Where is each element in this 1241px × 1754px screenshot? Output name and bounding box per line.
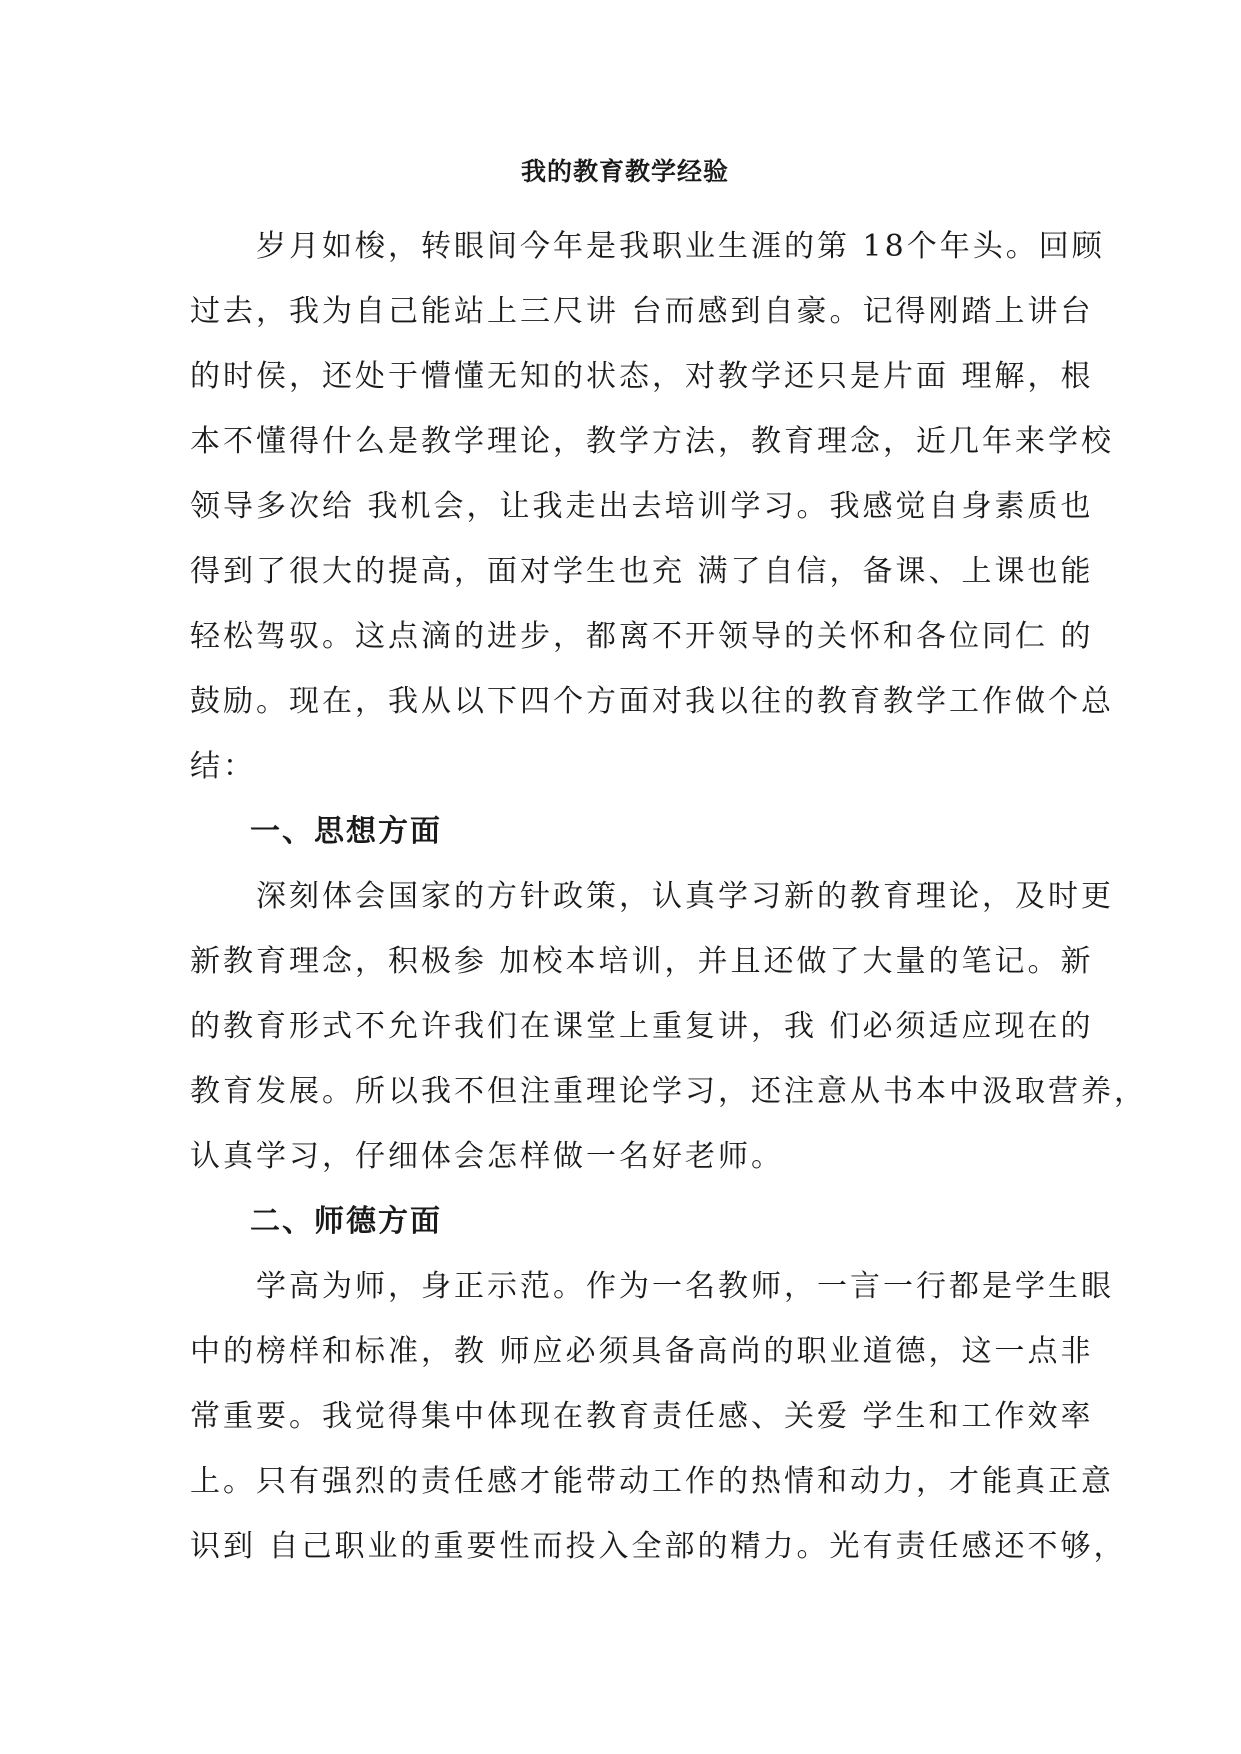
paragraph-line: 认真学习，仔细体会怎样做一名好老师。 bbox=[190, 1139, 784, 1174]
paragraph-line: 本不懂得什么是教学理论，教学方法，教育理念，近几年来学校 bbox=[190, 424, 1114, 459]
section-heading-ideology: 一、思想方面 bbox=[250, 814, 442, 849]
paragraph-line: 鼓励。现在，我从以下四个方面对我以往的教育教学工作做个总 bbox=[190, 684, 1114, 719]
paragraph-line: 常重要。我觉得集中体现在教育责任感、关爱 学生和工作效率 bbox=[190, 1399, 1094, 1434]
paragraph-line: 结： bbox=[190, 749, 256, 784]
paragraph-line: 轻松驾驭。这点滴的进步，都离不开领导的关怀和各位同仁 的 bbox=[190, 619, 1094, 654]
document-page bbox=[190, 0, 1147, 1754]
paragraph-line: 过去，我为自己能站上三尺讲 台而感到自豪。记得刚踏上讲台 bbox=[190, 294, 1094, 329]
paragraph-line: 得到了很大的提高，面对学生也充 满了自信，备课、上课也能 bbox=[190, 554, 1094, 589]
paragraph-line: 上。只有强烈的责任感才能带动工作的热情和动力，才能真正意 bbox=[190, 1464, 1114, 1499]
document-title: 我的教育教学经验 bbox=[520, 157, 729, 186]
paragraph-line: 深刻体会国家的方针政策，认真学习新的教育理论，及时更 bbox=[190, 879, 1114, 914]
paragraph-line: 岁月如梭，转眼间今年是我职业生涯的第 18个年头。回顾 bbox=[190, 229, 1105, 264]
paragraph-line: 学高为师，身正示范。作为一名教师，一言一行都是学生眼 bbox=[190, 1269, 1114, 1304]
ideology-paragraph bbox=[190, 864, 1147, 1189]
paragraph-line: 领导多次给 我机会，让我走出去培训学习。我感觉自身素质也 bbox=[190, 489, 1094, 524]
section-heading-ethics: 二、师德方面 bbox=[250, 1204, 442, 1239]
paragraph-line: 教育发展。所以我不但注重理论学习，还注意从书本中汲取营养， bbox=[190, 1074, 1147, 1109]
paragraph-line: 的时侯，还处于懵懂无知的状态，对教学还只是片面 理解，根 bbox=[190, 359, 1094, 394]
paragraph-line: 新教育理念，积极参 加校本培训，并且还做了大量的笔记。新 bbox=[190, 944, 1094, 979]
ethics-paragraph bbox=[190, 1254, 1127, 1579]
paragraph-line: 中的榜样和标准，教 师应必须具备高尚的职业道德，这一点非 bbox=[190, 1334, 1094, 1369]
paragraph-line: 识到 自己职业的重要性而投入全部的精力。光有责任感还不够， bbox=[190, 1529, 1127, 1564]
intro-paragraph bbox=[190, 214, 1114, 799]
paragraph-line: 的教育形式不允许我们在课堂上重复讲，我 们必须适应现在的 bbox=[190, 1009, 1094, 1044]
